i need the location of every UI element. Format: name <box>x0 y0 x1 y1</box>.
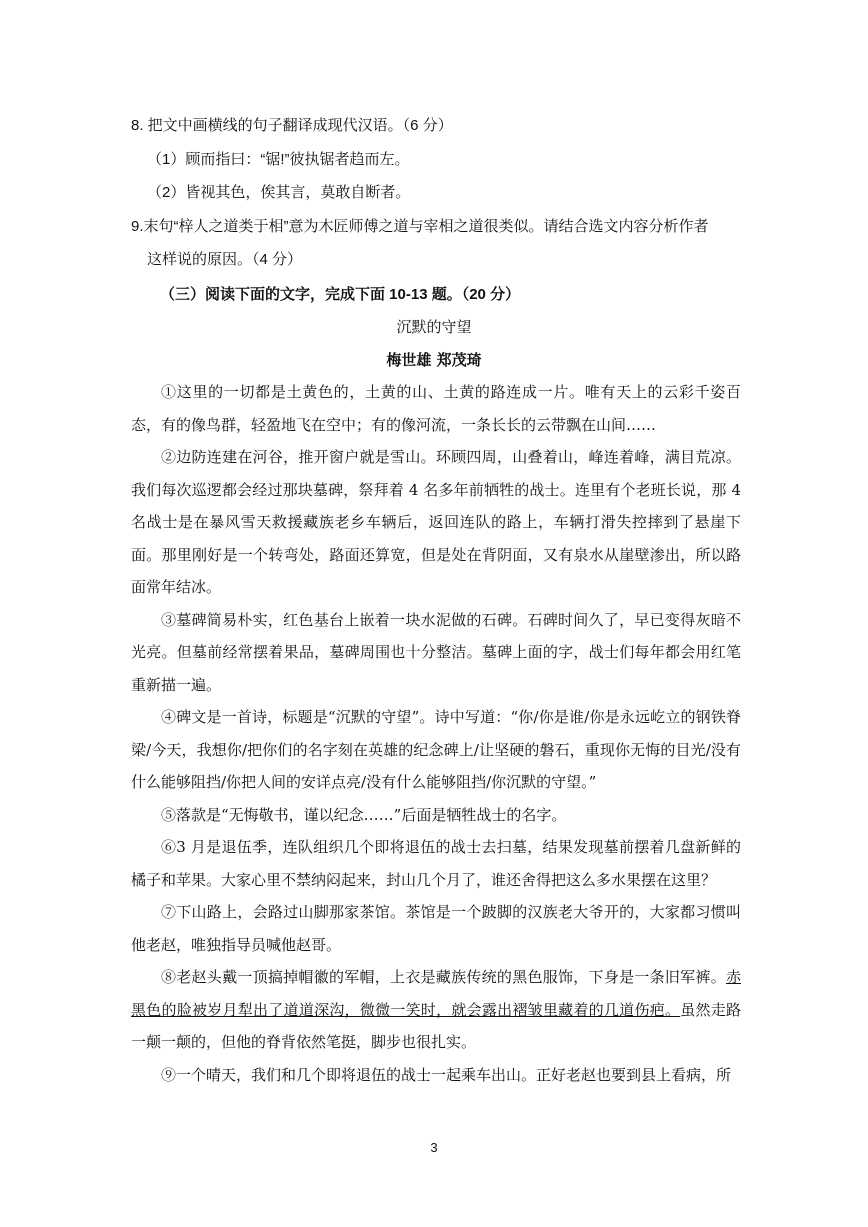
paragraph-2: ②边防连建在河谷，推开窗户就是雪山。环顾四周，山叠着山，峰连着峰，满目荒凉。我们每次巡逻都会经过那块墓碑，祭拜着 4 名多年前牺牲的战士。连里有个老班长说，那 4 名战士是在暴风雪天救援藏族老乡车辆后，返回连队的路上，车辆打滑失控摔到了悬崖下面。那里刚好是一个转弯处，路面还算宽，但是处在背阴面，又有泉水从崖壁渗出，所以路面常年结冰。 <box>131 448 741 596</box>
article-authors: 梅世雄 郑茂琦 <box>386 351 482 369</box>
paragraph-8-end: 虽然走路一颠一颠的，但他的脊背依然笔挺，脚步也很扎实。 <box>131 1000 741 1051</box>
paragraph-8 <box>131 961 741 1059</box>
paragraph-9: ⑨一个晴天，我们和几个即将退伍的战士一起乘车出山。正好老赵也要到县上看病，所 <box>161 1065 732 1084</box>
paragraph-8-start: ⑧老赵头戴一顶搞掉帽徽的军帽，上衣是藏族传统的黑色服饰，下身是一条旧军裤。 <box>161 968 726 986</box>
paragraph-1: ①这里的一切都是土黄色的，土黄的山、土黄的路连成一片。唯有天上的云彩千姿百态，有的像鸟群，轻盈地飞在空中；有的像河流，一条长长的云带飘在山间…… <box>131 383 741 434</box>
paragraph-4: ④碑文是一首诗，标题是“沉默的守望”。诗中写道：“你/你是谁/你是永远屹立的钢铁脊梁/今天，我想你/把你们的名字刻在英雄的纪念碑上/让坚硬的磐石，重现你无悔的目光/没有什么能够阻挡/你把人间的安详点亮/没有什么能够阻挡/你沉默的守望。” <box>131 708 741 791</box>
paragraph-6: ⑥3 月是退伍季，连队组织几个即将退伍的战士去扫墓，结果发现墓前摆着几盘新鲜的橘子和苹果。大家心里不禁纳闷起来，封山几个月了，谁还舍得把这么多水果摆在这里？ <box>131 838 741 889</box>
paragraph-5: ⑤落款是“无悔敬书，谨以纪念……”后面是牺牲战士的名字。 <box>161 805 567 824</box>
article-body <box>131 376 741 1091</box>
section-heading: （三）阅读下面的文字，完成下面 10-13 题。（20 分） <box>160 286 521 303</box>
page-number: 3 <box>430 1140 438 1155</box>
question-9-line-2: 这样说的原因。（4 分） <box>147 251 303 268</box>
article-title: 沉默的守望 <box>396 318 472 336</box>
question-8-sentence-1: （1）顾而指曰：“锯!”彼执锯者趋而左。 <box>147 151 410 168</box>
paragraph-7: ⑦下山路上，会路过山脚那家茶馆。茶馆是一个跛脚的汉族老大爷开的，大家都习惯叫他老赵，唯独指导员喊他赵哥。 <box>131 903 741 954</box>
question-8-title: 8. 把文中画横线的句子翻译成现代汉语。（6 分） <box>131 117 453 134</box>
question-9-line-1: 9.末句“梓人之道类于相”意为木匠师傅之道与宰相之道很类似。请结合选文内容分析作者 <box>131 218 709 235</box>
underlined-sentence: 赤黑色的脸被岁月犁出了道道深沟，微微一笑时，就会露出褶皱里藏着的几道伤疤。 <box>131 968 741 1019</box>
paragraph-3: ③墓碑简易朴实，红色基台上嵌着一块水泥做的石碑。石碑时间久了，早已变得灰暗不光亮。但墓前经常摆着果品，墓碑周围也十分整洁。墓碑上面的字，战士们每年都会用红笔重新描一遍。 <box>131 610 741 694</box>
question-8-sentence-2: （2）皆视其色，俟其言，莫敢自断者。 <box>147 184 411 201</box>
